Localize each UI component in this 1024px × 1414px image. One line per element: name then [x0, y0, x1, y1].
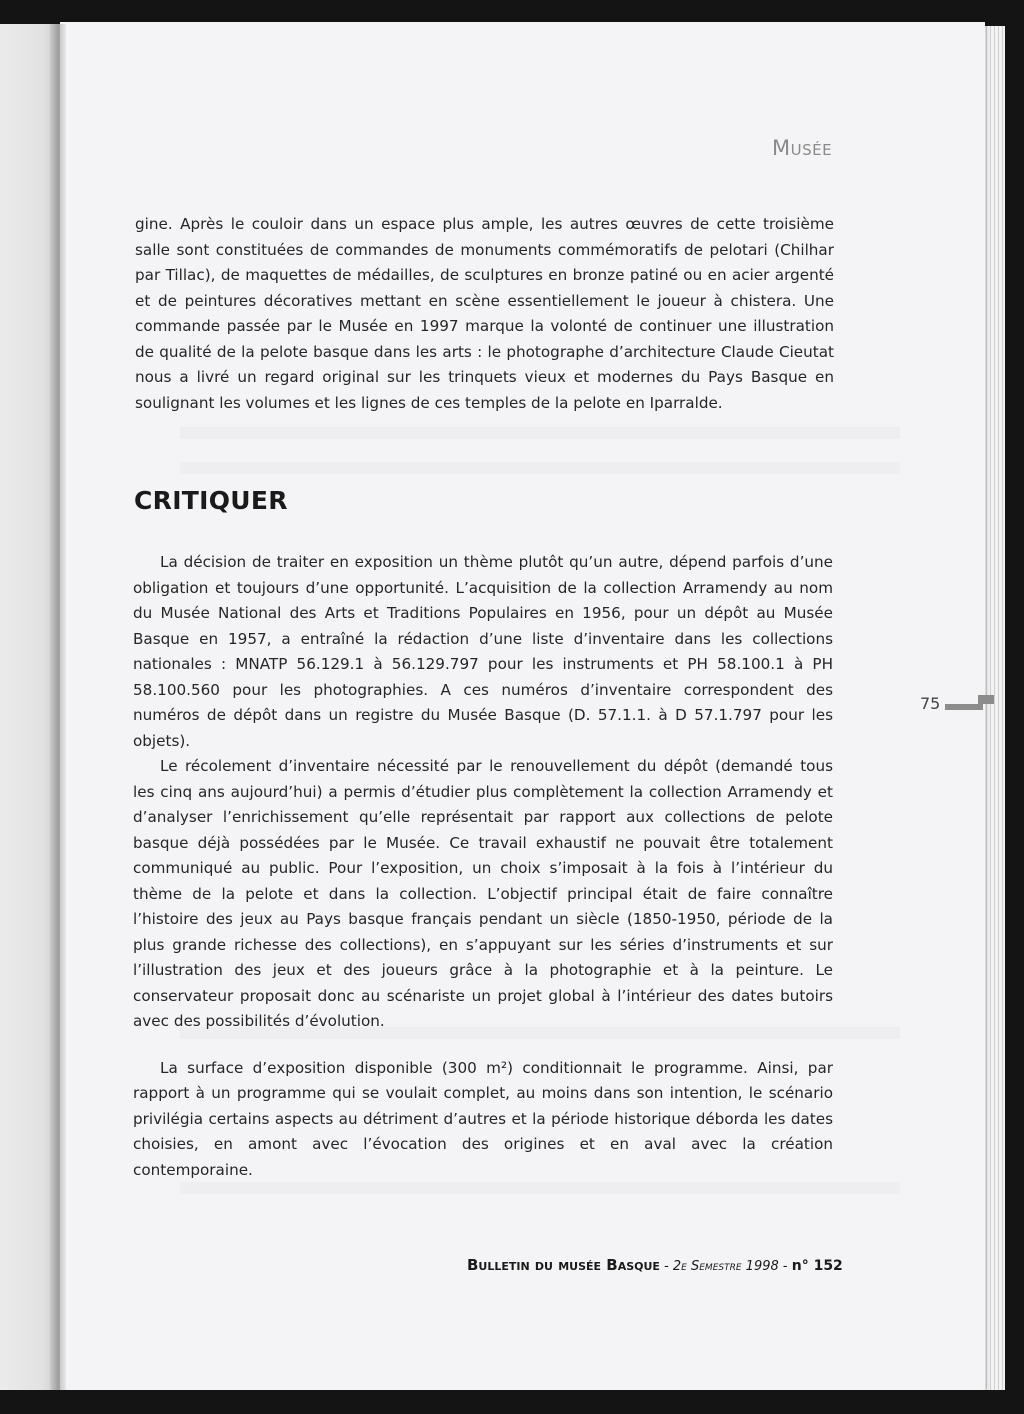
page-number: 75 [920, 694, 941, 713]
paragraph: La décision de traiter en exposition un thème plutôt qu’un autre, dépend parfois d’une obligation et toujours d’une opportunité. L’acquisition de la collection Arramendy au nom du Musée National des Arts et Traditions Populaires en 1956, pour un dépôt au Musée Basque en 1957, a entraîné la rédaction d’une liste d’inventaire dans les collections nationales : MNATP 56.129.1 à 56.129.797 pour les instruments et PH 58.100.1 à PH 58.100.560 pour les photographies. A ces numéros d’inventaire correspondent des numéros de dépôt dans un registre du Musée Basque (D. 57.1.1. à D 57.1.797 pour les objets). [133, 553, 833, 750]
show-through-artifact [180, 1182, 900, 1194]
spine-shadow [50, 24, 66, 1390]
paragraph: La surface d’exposition disponible (300 m²) conditionnait le programme. Ainsi, par rapport à un programme qui se voulait complet, au moins dans son intention, le scénario privilégia certains aspects au détriment d’autres et la période historique déborda les dates choisies, en amont avec l’évocation des origines et en aval avec la création contemporaine. [133, 1058, 833, 1179]
page-tab-marker [945, 704, 983, 710]
intro-paragraph: gine. Après le couloir dans un espace plus ample, les autres œuvres de cette troisième salle sont constituées de commandes de monuments commémoratifs de pelotari (Chilhar par Tillac), de maquettes de médailles, de sculptures en bronze patiné ou en acier argenté et de peintures décoratives mettant en scène essentiellement le joueur à chistera. Une commande passée par le Musée en 1997 marque la volonté de continuer une illustration de qualité de la pelote basque dans les arts : le photographe d’architecture Claude Cieutat nous a livré un regard original sur les trinquets vieux et modernes du Pays Basque en soulignant les volumes et les lignes de ces temples de la pelote en Iparralde. [135, 215, 834, 412]
show-through-artifact [180, 427, 900, 439]
footer-separator: - [778, 1259, 792, 1274]
page-tab-marker-step [978, 695, 994, 704]
section-heading: CRITIQUER [134, 486, 288, 515]
footer-issue: 2e Semestre 1998 [672, 1259, 779, 1274]
section-body [133, 550, 833, 1183]
footer-publication-title: Bulletin du musée Basque [467, 1256, 660, 1274]
paragraph: Le récolement d’inventaire nécessité par le renouvellement du dépôt (demandé tous les cinq ans aujourd’hui) a permis d’étudier plus complètement la collection Arramendy et d’analyser l’enrichissement qu’elle représentait par rapport aux collections de pelote basque déjà possédées par le Musée. Ce travail exhaustif ne pouvait être totalement communiqué au public. Pour l’exposition, un choix s’imposait à la fois à l’intérieur du thème de la pelote et dans la collection. L’objectif principal était de faire connaître l’histoire des jeux au Pays basque français pendant un siècle (1850-1950, période de la plus grande richesse des collections), en s’appuyant sur les séries d’instruments et sur l’illustration des jeux et des joueurs grâce à la photographie et à la peinture. Le conservateur proposait donc au scénariste un projet global à l’intérieur des dates butoirs avec des possibilités d’évolution. [133, 757, 833, 1030]
footer [467, 1256, 843, 1274]
footer-separator: - [659, 1259, 673, 1274]
show-through-artifact [180, 462, 900, 474]
footer-issue-number: n° 152 [791, 1258, 843, 1274]
running-head: Musée [772, 136, 833, 160]
